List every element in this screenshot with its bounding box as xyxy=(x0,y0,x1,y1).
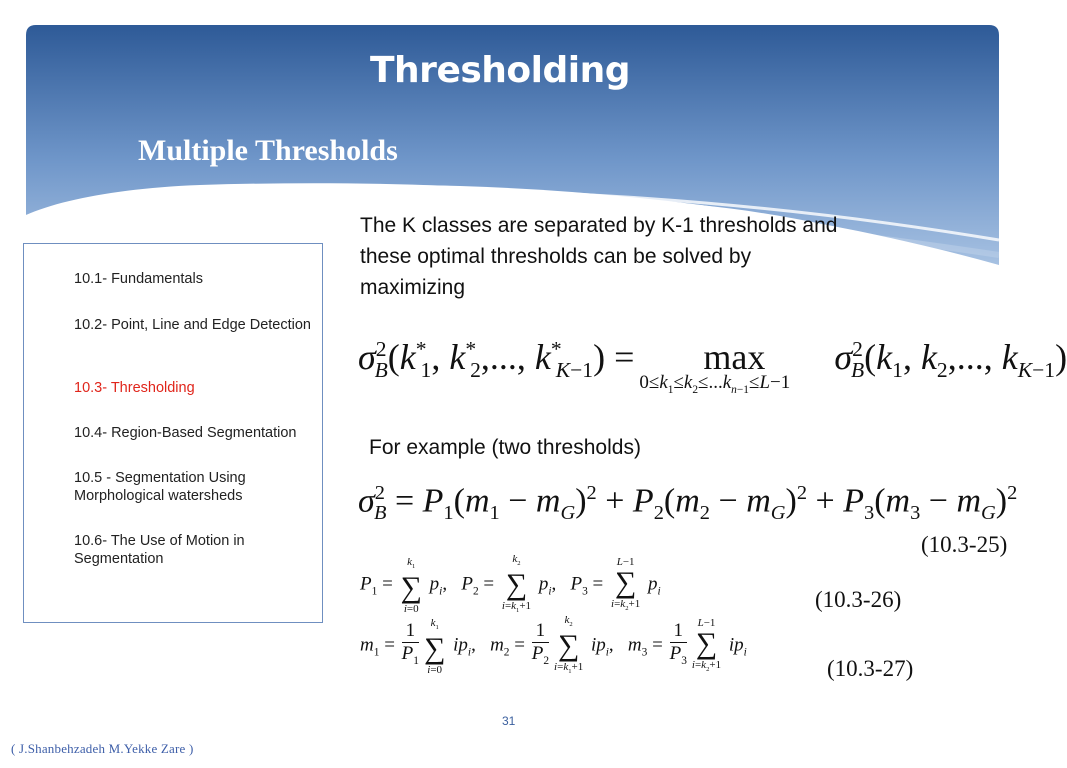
toc-item-region-based[interactable]: 10.4- Region-Based Segmentation xyxy=(74,425,297,441)
page-number: 31 xyxy=(502,714,516,728)
example-text: For example (two thresholds) xyxy=(369,436,641,459)
toc-item-fundamentals[interactable]: 10.1- Fundamentals xyxy=(74,271,203,287)
toc-item-thresholding[interactable]: 10.3- Thresholding xyxy=(74,380,195,396)
equation-number-27: (10.3-27) xyxy=(827,656,914,681)
intro-text: The K classes are separated by K-1 thresholds and these optimal thresholds can be solved by maximizing xyxy=(360,214,838,299)
table-of-contents xyxy=(23,243,323,623)
equation-number-26: (10.3-26) xyxy=(815,587,902,612)
equation-number-25: (10.3-25) xyxy=(921,532,1008,557)
equation-optimal-thresholds: $\sigma^2_B(k^*_1$, $k^*_2$,..., $k^*_{K-1}) = \max$ $0\le k_1\le k_2\le...k_{n-1}\le L-1$ $\sigma^2_B(k_1$, $k_2$,..., $k_{K-1}$) xyxy=(358,337,1067,396)
equation-class-probabilities: $P_1$ = $k_1$ ∑ i=0 $p_i$, $P_2$ = $k_2$ ∑ $i=k_1+1$ $p_i$, $P_3$ = L−1 ∑ $i=k_2+1$ $p_i$ xyxy=(360,553,661,615)
toc-item-motion[interactable]: 10.6- The Use of Motion in Segmentation xyxy=(74,533,245,567)
toc-item-point-line-edge[interactable]: 10.2- Point, Line and Edge Detection xyxy=(74,317,311,333)
equation-class-means: $m_1$ = $\frac{1}{P_1}$ $k_1$ ∑ i=0 $ip_i$, $m_2$ = $\frac{1}{P_2}$ $k_2$ ∑ $i=k_1+1$ $ip_i$, $m_3$ = $\frac{1}{P_3}$ L−1 ∑ $i=k_2+1$ $ip_i$ xyxy=(360,614,747,676)
slide-title: Thresholding xyxy=(370,50,630,91)
slide-subtitle: Multiple Thresholds xyxy=(138,134,398,167)
equation-between-class-variance: $\sigma^2_B = P_1(m_1 - m_G)^2 + P_2(m_2 - m_G)^2 + P_3(m_3 - m_G)^2$ xyxy=(358,482,1018,525)
toc-item-watersheds[interactable]: 10.5 - Segmentation Using Morphological watersheds xyxy=(74,470,246,504)
authors-footer: ( J.Shanbehzadeh M.Yekke Zare ) xyxy=(11,741,194,756)
